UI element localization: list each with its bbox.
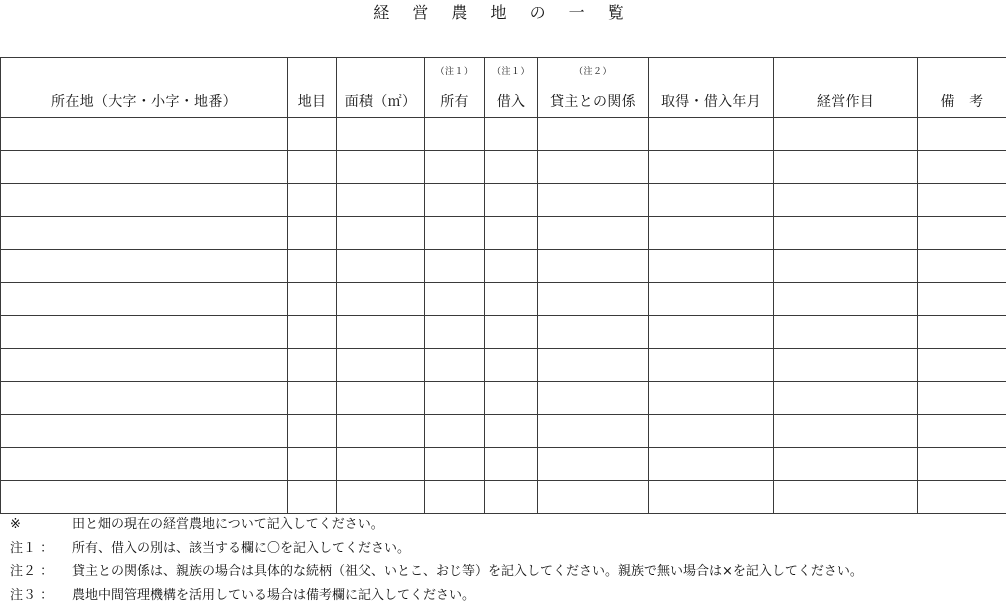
table-cell[interactable]	[485, 382, 538, 415]
table-cell[interactable]	[288, 316, 337, 349]
table-cell[interactable]	[918, 349, 1006, 382]
table-cell[interactable]	[649, 184, 774, 217]
table-cell[interactable]	[425, 448, 485, 481]
table-row	[1, 151, 1006, 184]
table-cell[interactable]	[774, 283, 918, 316]
table-cell[interactable]	[1, 448, 288, 481]
table-row	[1, 448, 1006, 481]
table-cell[interactable]	[425, 151, 485, 184]
note-marker: 注３ ：	[10, 587, 54, 603]
table-cell[interactable]	[485, 184, 538, 217]
table-cell[interactable]	[425, 316, 485, 349]
table-cell[interactable]	[918, 151, 1006, 184]
note-line	[10, 560, 1002, 584]
table-cell[interactable]	[538, 415, 649, 448]
table-body	[1, 118, 1006, 514]
table-cell[interactable]	[337, 184, 425, 217]
table-cell[interactable]	[774, 184, 918, 217]
column-header-label: 地目	[297, 94, 327, 110]
note-line	[10, 584, 1002, 607]
table-cell[interactable]	[288, 349, 337, 382]
table-cell[interactable]	[425, 118, 485, 151]
column-header-remarks	[918, 58, 1006, 118]
table-row	[1, 283, 1006, 316]
table-cell[interactable]	[774, 448, 918, 481]
table-cell[interactable]	[485, 481, 538, 514]
note-line	[10, 537, 1002, 561]
column-header-label: 所在地（大字・小字・地番）	[51, 94, 237, 110]
table-cell[interactable]	[774, 250, 918, 283]
table-cell[interactable]	[538, 382, 649, 415]
table-cell[interactable]	[538, 250, 649, 283]
table-cell[interactable]	[425, 481, 485, 514]
table-cell[interactable]	[425, 217, 485, 250]
table-cell[interactable]	[425, 382, 485, 415]
table-cell[interactable]	[288, 118, 337, 151]
column-header-lessor-relation	[538, 58, 649, 118]
table-cell[interactable]	[337, 382, 425, 415]
table-cell[interactable]	[649, 349, 774, 382]
table-cell[interactable]	[288, 415, 337, 448]
table-row	[1, 250, 1006, 283]
table-cell[interactable]	[774, 151, 918, 184]
table-cell[interactable]	[918, 217, 1006, 250]
table-cell[interactable]	[1, 283, 288, 316]
table-cell[interactable]	[485, 448, 538, 481]
column-header-label: 所有	[440, 94, 469, 110]
table-cell[interactable]	[774, 382, 918, 415]
farmland-table	[0, 57, 1006, 514]
table-cell[interactable]	[288, 481, 337, 514]
table-cell[interactable]	[918, 448, 1006, 481]
notes-section	[10, 513, 1002, 607]
column-header-note: （注２）	[573, 67, 612, 77]
table-cell[interactable]	[774, 415, 918, 448]
column-header-leased	[485, 58, 538, 118]
table-cell[interactable]	[1, 217, 288, 250]
table-cell[interactable]	[649, 250, 774, 283]
table-cell[interactable]	[337, 250, 425, 283]
table-cell[interactable]	[1, 118, 288, 151]
table-cell[interactable]	[1, 382, 288, 415]
note-marker: 注１ ：	[10, 540, 54, 556]
table-cell[interactable]	[1, 415, 288, 448]
table-cell[interactable]	[485, 250, 538, 283]
column-header-label: 備 考	[940, 94, 984, 110]
table-cell[interactable]	[337, 349, 425, 382]
table-cell[interactable]	[649, 151, 774, 184]
table-cell[interactable]	[337, 415, 425, 448]
table-cell[interactable]	[918, 118, 1006, 151]
table-cell[interactable]	[918, 184, 1006, 217]
table-cell[interactable]	[649, 448, 774, 481]
table-cell[interactable]	[485, 316, 538, 349]
table-cell[interactable]	[485, 151, 538, 184]
column-header-crop	[774, 58, 918, 118]
table-cell[interactable]	[337, 217, 425, 250]
table-row	[1, 349, 1006, 382]
note-text: 田と畑の現在の経営農地について記入してください。	[72, 517, 384, 532]
table-cell[interactable]	[774, 481, 918, 514]
column-header-label: 取得・借入年月	[660, 94, 762, 110]
table-cell[interactable]	[1, 250, 288, 283]
table-cell[interactable]	[538, 184, 649, 217]
table-cell[interactable]	[288, 250, 337, 283]
table-cell[interactable]	[1, 184, 288, 217]
table-cell[interactable]	[485, 217, 538, 250]
column-header-land-category	[288, 58, 337, 118]
table-cell[interactable]	[288, 448, 337, 481]
table-cell[interactable]	[485, 349, 538, 382]
table-cell[interactable]	[1, 481, 288, 514]
column-header-note: （注１）	[491, 67, 530, 77]
table-cell[interactable]	[288, 382, 337, 415]
table-cell[interactable]	[918, 250, 1006, 283]
table-cell[interactable]	[288, 283, 337, 316]
farmland-table-container	[0, 57, 1006, 513]
table-row	[1, 415, 1006, 448]
table-cell[interactable]	[649, 118, 774, 151]
note-marker: ※	[10, 517, 21, 532]
column-header-area	[337, 58, 425, 118]
table-cell[interactable]	[774, 316, 918, 349]
table-cell[interactable]	[1, 349, 288, 382]
table-cell[interactable]	[288, 184, 337, 217]
table-cell[interactable]	[485, 283, 538, 316]
table-cell[interactable]	[538, 481, 649, 514]
column-header-label: 面積（㎡）	[344, 94, 417, 110]
column-header-location	[1, 58, 288, 118]
table-cell[interactable]	[774, 349, 918, 382]
table-cell[interactable]	[425, 184, 485, 217]
table-header-row	[1, 58, 1006, 118]
table-row	[1, 217, 1006, 250]
table-cell[interactable]	[774, 118, 918, 151]
column-header-note: （注１）	[435, 67, 474, 77]
table-cell[interactable]	[288, 151, 337, 184]
column-header-owned	[425, 58, 485, 118]
table-cell[interactable]	[1, 151, 288, 184]
table-cell[interactable]	[538, 448, 649, 481]
table-cell[interactable]	[1, 316, 288, 349]
table-cell[interactable]	[538, 316, 649, 349]
table-cell[interactable]	[918, 481, 1006, 514]
table-cell[interactable]	[649, 283, 774, 316]
column-header-label: 借入	[496, 94, 526, 110]
table-cell[interactable]	[649, 415, 774, 448]
table-cell[interactable]	[649, 481, 774, 514]
table-cell[interactable]	[337, 448, 425, 481]
note-text: 貸主との関係は、親族の場合は具体的な続柄（祖父、いとこ、おじ等）を記入してください。親族で無い場合は×を記入してください。	[72, 564, 863, 579]
table-cell[interactable]	[425, 283, 485, 316]
table-cell[interactable]	[425, 349, 485, 382]
table-row	[1, 382, 1006, 415]
table-cell[interactable]	[918, 382, 1006, 415]
table-row	[1, 118, 1006, 151]
table-cell[interactable]	[337, 481, 425, 514]
table-cell[interactable]	[337, 283, 425, 316]
table-row	[1, 481, 1006, 514]
table-cell[interactable]	[649, 382, 774, 415]
table-row	[1, 316, 1006, 349]
table-cell[interactable]	[918, 415, 1006, 448]
table-cell[interactable]	[288, 217, 337, 250]
table-row	[1, 184, 1006, 217]
table-cell[interactable]	[538, 151, 649, 184]
note-marker: 注２ ：	[10, 564, 54, 579]
table-cell[interactable]	[538, 217, 649, 250]
table-cell[interactable]	[485, 118, 538, 151]
page-title: 経 営 農 地 の 一 覧	[373, 3, 633, 22]
table-cell[interactable]	[337, 316, 425, 349]
table-cell[interactable]	[425, 250, 485, 283]
column-header-label: 貸主との関係	[550, 94, 636, 110]
table-cell[interactable]	[649, 217, 774, 250]
table-cell[interactable]	[337, 118, 425, 151]
column-header-label: 経営作目	[816, 94, 875, 110]
table-cell[interactable]	[538, 118, 649, 151]
table-cell[interactable]	[918, 316, 1006, 349]
table-cell[interactable]	[538, 283, 649, 316]
column-header-acquisition-date	[649, 58, 774, 118]
note-line	[10, 513, 1002, 537]
table-cell[interactable]	[425, 415, 485, 448]
table-cell[interactable]	[337, 151, 425, 184]
table-cell[interactable]	[538, 349, 649, 382]
table-cell[interactable]	[649, 316, 774, 349]
table-cell[interactable]	[485, 415, 538, 448]
table-cell[interactable]	[774, 217, 918, 250]
note-text: 農地中間管理機構を活用している場合は備考欄に記入してください。	[72, 587, 476, 603]
note-text: 所有、借入の別は、該当する欄に〇を記入してください。	[72, 540, 411, 556]
table-cell[interactable]	[918, 283, 1006, 316]
